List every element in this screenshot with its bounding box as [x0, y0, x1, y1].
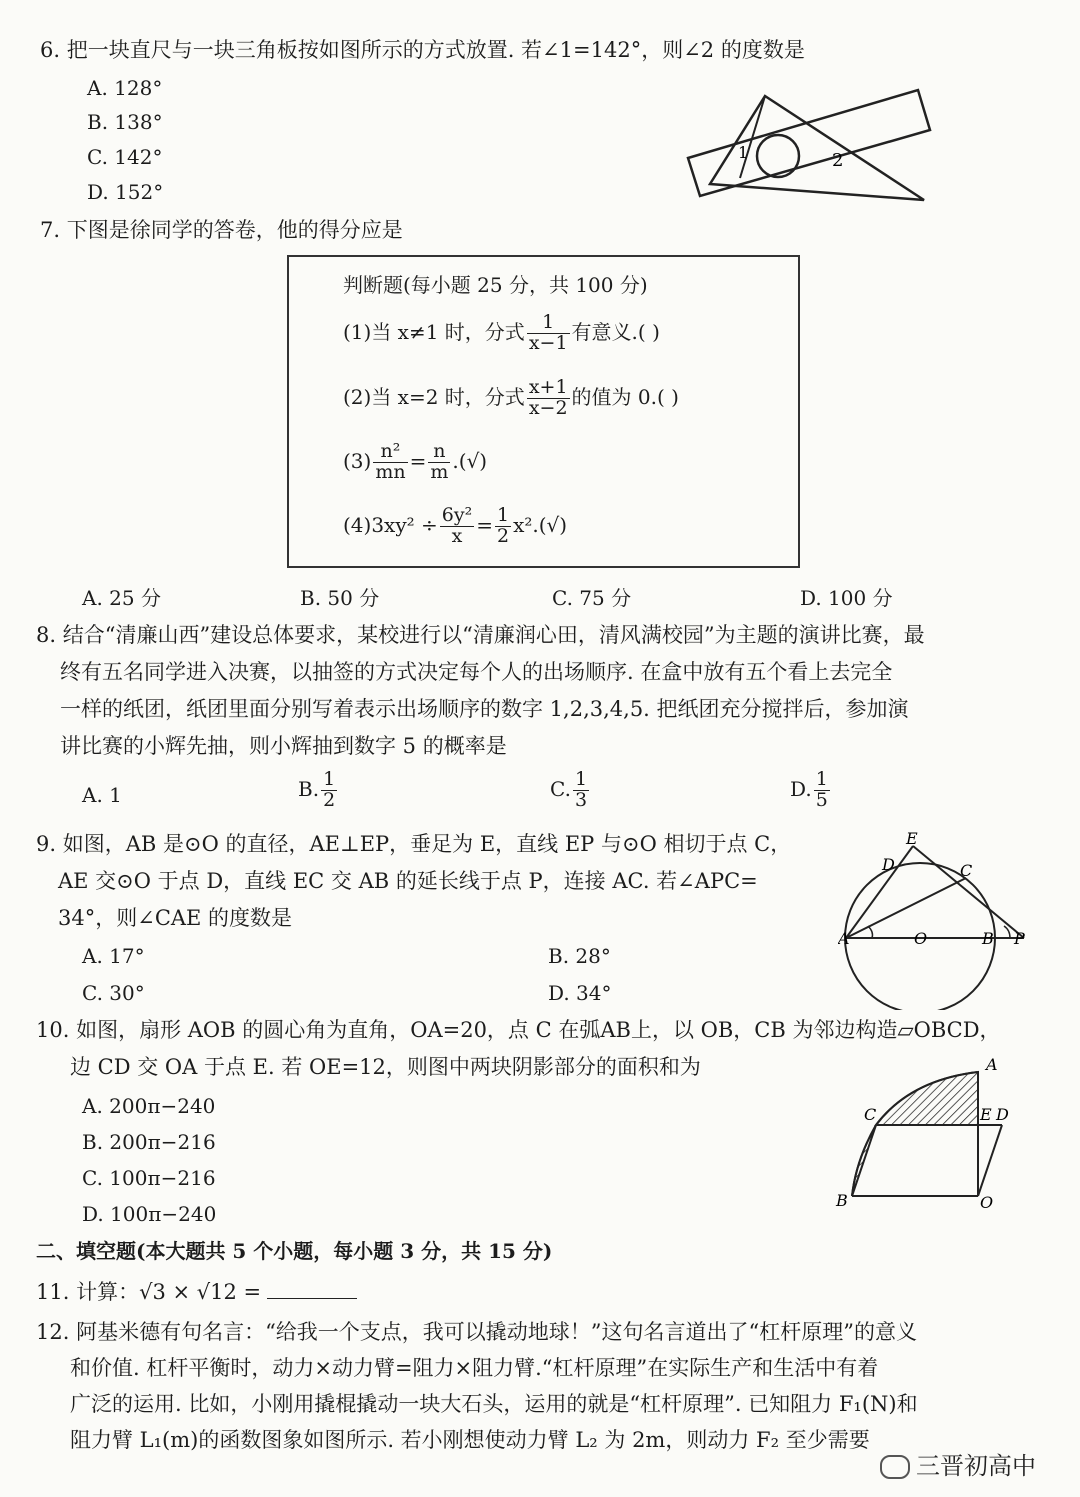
- point-p-label: P: [1014, 929, 1025, 948]
- q10-option-a: A. 200π−240: [82, 1094, 216, 1118]
- point-a-label: A: [986, 1055, 998, 1074]
- q6-option-b: B. 138°: [87, 110, 163, 134]
- q8-option-d: D. $\frac{1}{5}$: [790, 768, 828, 811]
- q6-figure: [680, 78, 940, 208]
- q11-stem: 11. 计算：√3 × √12 =: [36, 1280, 357, 1305]
- q8-line-2: 终有五名同学进入决赛，以抽签的方式决定每个人的出场顺序. 在盒中放有五个看上去完全: [60, 660, 893, 684]
- judge-item-1: (1)当 x≠1 时，分式 $\frac{1}{x-1}$ 有意义.( ): [343, 311, 660, 354]
- q9-option-a: A. 17°: [82, 944, 145, 968]
- judge-item-3: (3) $\frac{\text{n²}}{mn}$ = $\frac{n}{m}$ .(√): [343, 440, 488, 483]
- q7-stem: 7. 下图是徐同学的答卷，他的得分应是: [40, 218, 403, 242]
- angle-1-label: 1: [738, 143, 749, 162]
- q9-option-b: B. 28°: [548, 944, 611, 968]
- box-title: 判断题(每小题 25 分，共 100 分): [343, 273, 648, 297]
- q8-line-4: 讲比赛的小辉先抽，则小辉抽到数字 5 的概率是: [60, 734, 507, 758]
- q7-option-b: B. 50 分: [300, 586, 380, 610]
- q12-line-1: 12. 阿基米德有句名言：“给我一个支点，我可以撬动地球！”这句名言道出了“杠杆原理”的意义: [36, 1320, 918, 1344]
- section-2-heading: 二、填空题(本大题共 5 个小题，每小题 3 分，共 15 分): [36, 1239, 553, 1263]
- q6-option-a: A. 128°: [87, 76, 163, 100]
- q11-answer-blank: [267, 1280, 357, 1299]
- chat-bubble-icon: [880, 1455, 910, 1479]
- judge-item-2: (2)当 x=2 时，分式 $\frac{x+1}{x-2}$ 的值为 0.( ): [343, 376, 679, 419]
- q6-option-c: C. 142°: [87, 145, 163, 169]
- q10-option-d: D. 100π−240: [82, 1202, 217, 1226]
- q9-line-3: 34°，则∠CAE 的度数是: [58, 906, 293, 930]
- point-b-label: B: [982, 929, 994, 948]
- q8-option-c: C. $\frac{1}{3}$: [550, 768, 588, 811]
- point-d-label: D: [996, 1105, 1009, 1124]
- point-o-label: O: [914, 929, 928, 948]
- q9-figure: [838, 830, 1038, 1010]
- q10-line-2: 边 CD 交 OA 于点 E. 若 OE=12，则图中两块阴影部分的面积和为: [70, 1055, 701, 1079]
- q10-line-1: 10. 如图，扇形 AOB 的圆心角为直角，OA=20，点 C 在弧AB上，以 OB，CB 为邻边构造▱OBCD，: [36, 1018, 1001, 1042]
- q9-line-2: AE 交⊙O 于点 D，直线 EC 交 AB 的延长线于点 P，连接 AC. 若∠APC=: [58, 869, 758, 893]
- q6-stem: 6. 把一块直尺与一块三角板按如图所示的方式放置. 若∠1=142°，则∠2 的度数是: [40, 38, 805, 62]
- point-c-label: C: [864, 1105, 877, 1124]
- point-a-label: A: [838, 929, 850, 948]
- q7-option-a: A. 25 分: [82, 586, 161, 610]
- q12-line-4: 阻力臂 L₁(m)的函数图象如图所示. 若小刚想使动力臂 L₂ 为 2m，则动力 F₂ 至少需要: [70, 1428, 870, 1452]
- point-d-label: D: [882, 855, 895, 874]
- judge-item-4: (4)3xy² ÷ $\frac{\text{6y²}}{x}$ = $\frac{1}{2}$ x².(√): [343, 504, 568, 547]
- watermark: 三晋初高中: [880, 1452, 1036, 1481]
- point-o-label: O: [980, 1193, 994, 1212]
- q8-option-a: A. 1: [82, 783, 122, 807]
- q8-line-3: 一样的纸团，纸团里面分别写着表示出场顺序的数字 1,2,3,4,5. 把纸团充分搅拌后，参加演: [60, 697, 909, 721]
- q7-option-d: D. 100 分: [800, 586, 893, 610]
- q9-option-c: C. 30°: [82, 981, 145, 1005]
- q9-option-d: D. 34°: [548, 981, 612, 1005]
- q7-option-c: C. 75 分: [552, 586, 632, 610]
- q9-line-1: 9. 如图，AB 是⊙O 的直径，AE⊥EP，垂足为 E，直线 EP 与⊙O 相切于点 C，: [36, 832, 792, 856]
- point-c-label: C: [960, 861, 973, 880]
- angle-2-label: 2: [832, 150, 844, 171]
- point-e-label: E: [980, 1105, 992, 1124]
- q8-line-1: 8. 结合“清廉山西”建设总体要求，某校进行以“清廉润心田，清风满校园”为主题的演讲比赛，最: [36, 623, 925, 647]
- q6-option-d: D. 152°: [87, 180, 164, 204]
- q12-line-3: 广泛的运用. 比如，小刚用撬棍撬动一块大石头，运用的就是“杠杆原理”. 已知阻力 F₁(N)和: [70, 1392, 918, 1416]
- point-b-label: B: [836, 1191, 848, 1210]
- point-e-label: E: [906, 830, 918, 848]
- q12-line-2: 和价值. 杠杆平衡时，动力×动力臂=阻力×阻力臂.“杠杆原理”在实际生产和生活中有着: [70, 1356, 879, 1380]
- q10-figure: [830, 1050, 1030, 1220]
- q10-option-b: B. 200π−216: [82, 1130, 216, 1154]
- q10-option-c: C. 100π−216: [82, 1166, 216, 1190]
- q8-option-b: B. $\frac{1}{2}$: [298, 768, 336, 811]
